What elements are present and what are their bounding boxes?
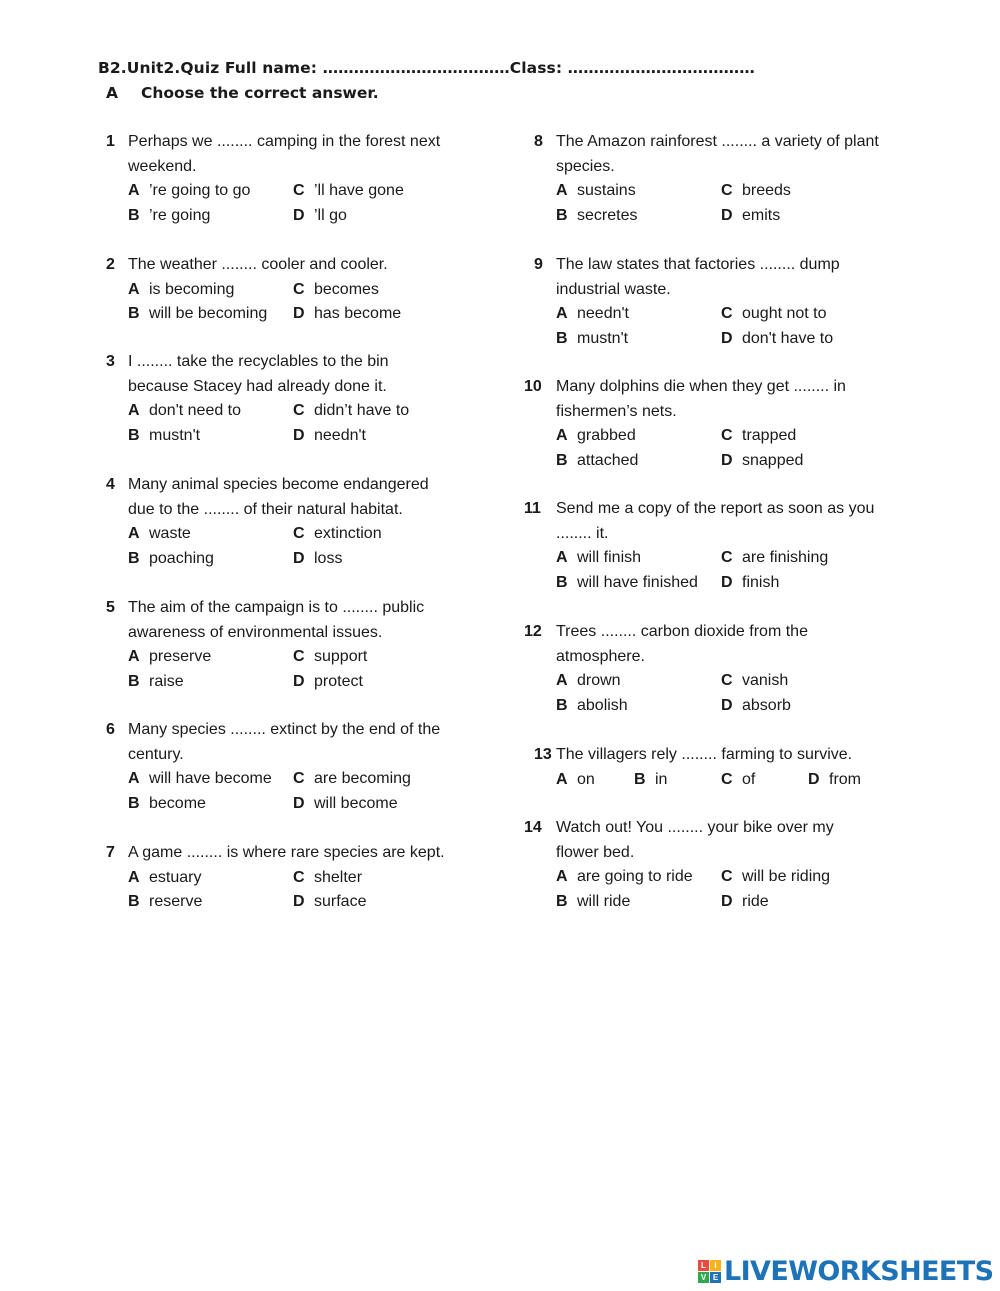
option-b[interactable]	[128, 424, 200, 449]
option-text: will have become	[149, 770, 272, 787]
liveworksheets-logo	[698, 1255, 993, 1287]
question-stem: century.	[128, 745, 184, 763]
question-stem: A game ........ is where rare species are kept.	[128, 844, 445, 861]
option-c[interactable]	[721, 768, 755, 793]
question-number: 13	[534, 746, 552, 763]
option-a[interactable]	[128, 645, 211, 670]
option-text: become	[149, 794, 206, 812]
option-b[interactable]	[128, 890, 202, 915]
option-a[interactable]	[128, 522, 191, 547]
option-d[interactable]	[293, 302, 401, 327]
option-text: secretes	[577, 206, 638, 224]
option-d[interactable]	[293, 424, 366, 449]
option-text: mustn't	[577, 329, 629, 347]
option-letter: D	[721, 696, 733, 714]
option-text: will be becoming	[149, 305, 268, 322]
question-number: 2	[106, 256, 115, 273]
option-c[interactable]	[293, 179, 404, 204]
option-text: don't need to	[149, 402, 242, 419]
option-a[interactable]	[128, 179, 250, 204]
question-number: 12	[524, 623, 542, 640]
option-d[interactable]	[721, 890, 769, 915]
option-text: is becoming	[149, 280, 235, 298]
question-stem: fishermen’s nets.	[556, 402, 677, 420]
option-d[interactable]	[293, 792, 398, 817]
option-a[interactable]	[556, 302, 629, 327]
option-text: emits	[742, 206, 781, 224]
option-text: are becoming	[314, 770, 411, 787]
option-d[interactable]	[721, 694, 791, 719]
option-c[interactable]	[293, 522, 382, 547]
option-letter: B	[556, 696, 568, 714]
option-letter: D	[293, 549, 305, 567]
quiz-header: B2.Unit2.Quiz Full name: ………………………………Class: ………………………………	[98, 59, 755, 77]
option-letter: C	[721, 305, 733, 322]
option-letter: D	[293, 206, 305, 224]
option-a[interactable]	[128, 399, 241, 424]
option-text: will have finished	[577, 573, 698, 591]
logo-block: L	[698, 1260, 709, 1271]
option-b[interactable]	[556, 327, 628, 352]
option-b[interactable]	[128, 204, 210, 229]
option-letter: B	[556, 892, 568, 910]
option-letter: C	[721, 672, 733, 689]
question-stem: flower bed.	[556, 843, 635, 861]
option-letter: D	[293, 672, 305, 690]
option-b[interactable]	[128, 302, 267, 327]
question-stem: Many dolphins die when they get ........ in	[556, 378, 846, 395]
option-text: sustains	[577, 182, 636, 199]
question-number: 4	[106, 476, 115, 493]
option-a[interactable]	[128, 767, 272, 792]
option-text: drown	[577, 672, 621, 689]
option-letter: B	[556, 206, 568, 224]
option-text: support	[314, 648, 368, 665]
option-letter: A	[556, 549, 568, 566]
question-stem: I ........ take the recyclables to the bin	[128, 353, 389, 370]
option-letter: D	[721, 206, 733, 224]
logo-blocks-icon	[698, 1260, 721, 1283]
option-letter: B	[556, 329, 568, 347]
option-letter: D	[721, 892, 733, 910]
option-a[interactable]	[556, 768, 595, 793]
question-number: 10	[524, 378, 542, 395]
option-text: protect	[314, 672, 363, 690]
option-letter: B	[128, 794, 140, 812]
question-stem: ........ it.	[556, 524, 609, 542]
question-stem: Watch out! You ........ your bike over my	[556, 819, 834, 836]
option-a[interactable]	[556, 669, 621, 694]
option-letter: A	[128, 402, 140, 419]
option-text: grabbed	[577, 427, 636, 444]
option-text: waste	[149, 525, 191, 542]
question-stem: The aim of the campaign is to ........ public	[128, 599, 425, 616]
option-text: raise	[149, 672, 184, 690]
option-text: ’re going	[149, 206, 211, 224]
option-letter: D	[293, 794, 305, 812]
option-letter: C	[721, 868, 733, 885]
option-text: reserve	[149, 893, 203, 910]
question-stem: industrial waste.	[556, 280, 671, 298]
question-stem: Trees ........ carbon dioxide from the	[556, 623, 808, 640]
option-text: abolish	[577, 696, 628, 714]
option-b[interactable]	[556, 449, 638, 474]
option-c[interactable]	[721, 865, 830, 890]
option-letter: A	[556, 427, 568, 444]
question-number: 9	[534, 256, 543, 273]
option-a[interactable]	[128, 278, 234, 303]
option-letter: C	[293, 868, 305, 886]
section-heading	[106, 84, 379, 102]
option-text: snapped	[742, 451, 804, 469]
option-c[interactable]	[293, 278, 379, 303]
option-letter: A	[556, 305, 568, 322]
option-d[interactable]	[721, 449, 803, 474]
option-text: loss	[314, 549, 343, 567]
option-text: didn’t have to	[314, 402, 410, 419]
option-text: estuary	[149, 868, 202, 886]
question-number: 1	[106, 133, 115, 150]
option-c[interactable]	[721, 302, 827, 327]
option-letter: C	[721, 770, 733, 788]
option-b[interactable]	[128, 670, 184, 695]
option-letter: A	[128, 182, 140, 199]
option-letter: D	[721, 329, 733, 347]
option-letter: C	[721, 549, 733, 566]
option-c[interactable]	[721, 546, 828, 571]
question-number: 8	[534, 133, 543, 150]
logo-block: I	[710, 1260, 721, 1271]
option-letter: B	[556, 451, 568, 469]
option-letter: D	[293, 305, 305, 322]
option-text: are going to ride	[577, 868, 693, 885]
option-c[interactable]	[721, 179, 791, 204]
option-letter: B	[128, 426, 140, 444]
option-c[interactable]	[293, 645, 367, 670]
option-text: will be riding	[742, 868, 831, 885]
option-b[interactable]	[556, 694, 628, 719]
section-letter: A	[106, 84, 118, 102]
option-text: from	[829, 770, 861, 788]
option-letter: A	[128, 868, 140, 886]
option-text: breeds	[742, 182, 791, 199]
question-stem: atmosphere.	[556, 647, 645, 665]
option-letter: D	[721, 451, 733, 469]
option-letter: A	[556, 868, 568, 885]
option-c[interactable]	[721, 424, 796, 449]
option-letter: C	[293, 525, 305, 542]
option-letter: D	[808, 770, 820, 788]
option-b[interactable]	[128, 547, 214, 572]
option-text: has become	[314, 305, 402, 322]
option-letter: C	[721, 427, 733, 444]
logo-block: E	[710, 1272, 721, 1283]
option-letter: B	[128, 672, 140, 690]
option-text: poaching	[149, 549, 214, 567]
question-stem: The weather ........ cooler and cooler.	[128, 256, 388, 273]
question-stem: species.	[556, 157, 615, 175]
option-text: trapped	[742, 427, 797, 444]
question-stem: The villagers rely ........ farming to survive.	[556, 746, 853, 763]
option-text: surface	[314, 893, 367, 910]
option-text: absorb	[742, 696, 791, 714]
option-text: will become	[314, 794, 398, 812]
question-stem: The law states that factories ........ dump	[556, 256, 840, 273]
logo-text: LIVEWORKSHEETS	[724, 1255, 994, 1287]
option-text: attached	[577, 451, 639, 469]
option-letter: A	[128, 770, 140, 787]
question-number: 3	[106, 353, 115, 370]
option-b[interactable]	[556, 571, 698, 596]
question-stem: Many species ........ extinct by the end of the	[128, 721, 441, 738]
option-text: ’re going to go	[149, 182, 251, 199]
option-text: mustn't	[149, 426, 201, 444]
option-letter: B	[634, 770, 646, 788]
option-letter: C	[293, 402, 305, 419]
option-letter: B	[556, 573, 568, 591]
option-text: needn't	[577, 305, 629, 322]
option-text: ’ll have gone	[314, 182, 404, 199]
option-text: are finishing	[742, 549, 829, 566]
option-c[interactable]	[293, 866, 362, 891]
option-letter: C	[293, 182, 305, 199]
option-text: ’ll go	[314, 206, 347, 224]
option-letter: A	[128, 280, 140, 298]
option-letter: C	[293, 648, 305, 665]
option-text: in	[655, 770, 668, 788]
option-b[interactable]	[634, 768, 667, 793]
question-stem: awareness of environmental issues.	[128, 623, 383, 641]
option-a[interactable]	[128, 866, 201, 891]
option-letter: D	[293, 426, 305, 444]
question-stem: Send me a copy of the report as soon as you	[556, 500, 875, 517]
option-letter: B	[128, 549, 140, 567]
option-a[interactable]	[556, 865, 693, 890]
question-stem: because Stacey had already done it.	[128, 377, 387, 395]
option-letter: D	[721, 573, 733, 591]
option-c[interactable]	[721, 669, 788, 694]
section-title: Choose the correct answer.	[141, 84, 379, 102]
option-letter: C	[293, 770, 305, 787]
option-letter: A	[556, 182, 568, 199]
option-text: becomes	[314, 280, 379, 298]
option-letter: B	[128, 305, 140, 322]
option-text: will ride	[577, 892, 631, 910]
option-b[interactable]	[128, 792, 206, 817]
question-number: 5	[106, 599, 115, 616]
option-text: preserve	[149, 648, 212, 665]
question-number: 14	[524, 819, 542, 836]
question-stem: due to the ........ of their natural habitat.	[128, 500, 403, 518]
option-letter: A	[128, 525, 140, 542]
option-text: needn't	[314, 426, 366, 444]
option-letter: C	[721, 182, 733, 199]
option-letter: B	[128, 206, 140, 224]
option-c[interactable]	[293, 399, 409, 424]
option-letter: A	[556, 770, 568, 788]
option-letter: B	[128, 893, 140, 910]
question-stem: Perhaps we ........ camping in the forest next	[128, 133, 441, 150]
option-letter: C	[293, 280, 305, 298]
option-d[interactable]	[293, 547, 342, 572]
option-b[interactable]	[556, 204, 637, 229]
option-text: don't have to	[742, 329, 834, 347]
option-text: of	[742, 770, 756, 788]
option-text: ought not to	[742, 305, 827, 322]
question-number: 7	[106, 844, 115, 861]
option-text: ride	[742, 892, 769, 910]
option-text: vanish	[742, 672, 789, 689]
option-a[interactable]	[556, 546, 641, 571]
option-d[interactable]	[721, 327, 833, 352]
option-d[interactable]	[293, 204, 347, 229]
option-letter: A	[556, 672, 568, 689]
option-letter: A	[128, 648, 140, 665]
option-text: will finish	[577, 549, 642, 566]
question-stem: weekend.	[128, 157, 197, 175]
option-text: on	[577, 770, 595, 788]
question-number: 6	[106, 721, 115, 738]
logo-block: V	[698, 1272, 709, 1283]
option-a[interactable]	[556, 179, 636, 204]
option-text: finish	[742, 573, 780, 591]
option-d[interactable]	[721, 204, 780, 229]
option-c[interactable]	[293, 767, 411, 792]
option-d[interactable]	[808, 768, 861, 793]
question-number: 11	[524, 500, 541, 517]
option-d[interactable]	[293, 670, 363, 695]
option-text: shelter	[314, 868, 363, 886]
option-d[interactable]	[721, 571, 779, 596]
option-a[interactable]	[556, 424, 636, 449]
option-d[interactable]	[293, 890, 366, 915]
question-stem: The Amazon rainforest ........ a variety of plant	[556, 133, 879, 150]
question-stem: Many animal species become endangered	[128, 476, 429, 493]
option-text: extinction	[314, 525, 382, 542]
option-letter: D	[293, 893, 305, 910]
option-b[interactable]	[556, 890, 630, 915]
